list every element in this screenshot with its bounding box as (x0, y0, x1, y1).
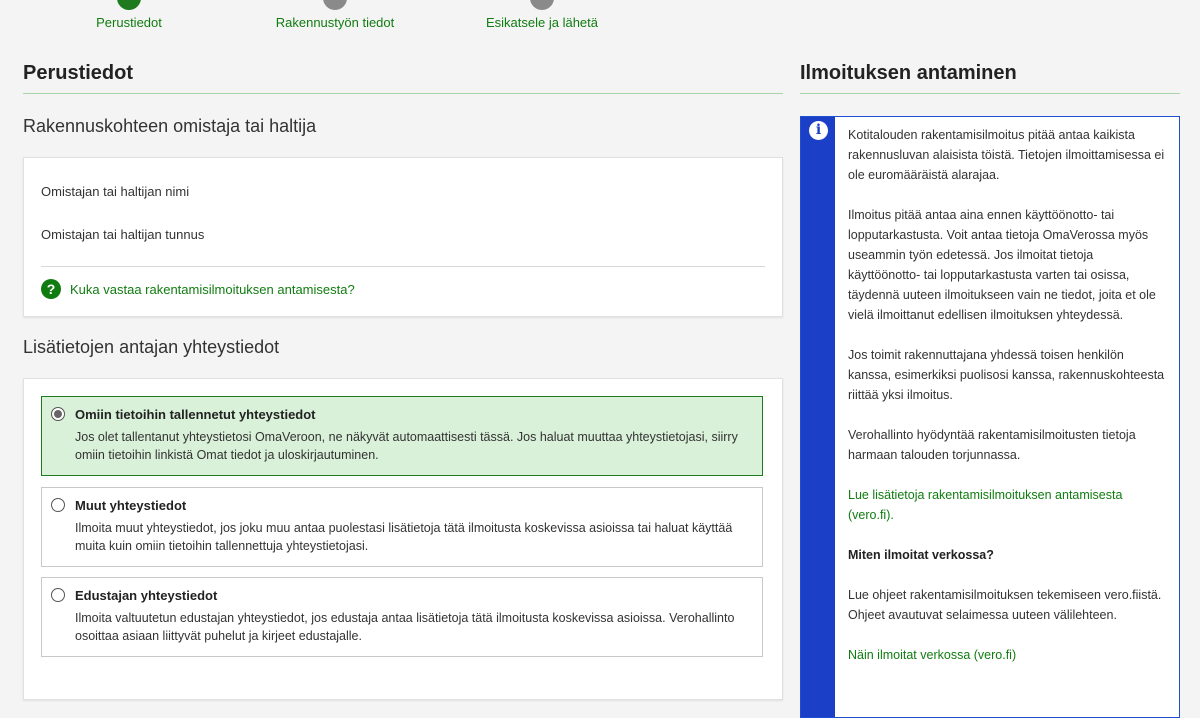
how-text: Lue ohjeet rakentamisilmoituksen tekemiseen vero.fiistä. Ohjeet avautuvat selaimessa uuteen välilehteen. (848, 588, 1162, 622)
sidebar-title: Ilmoituksen antaminen (800, 58, 1180, 94)
info-icon: i (809, 121, 828, 140)
info-paragraph: Kotitalouden rakentamisilmoitus pitää antaa kaikista rakennusluvan alaisista töistä. Tietojen ilmoittamisessa ei ole euromääräistä alarajaa. (848, 128, 1165, 182)
radio-button-selected[interactable] (51, 407, 65, 421)
how-heading: Miten ilmoitat verkossa? (848, 548, 994, 562)
radio-option-own-contact[interactable] (41, 396, 763, 476)
info-body (848, 125, 1167, 685)
progress-stepper (0, 0, 760, 40)
question-icon: ? (41, 279, 61, 299)
option-title: Muut yhteystiedot (75, 498, 187, 513)
vero-info-link[interactable]: Lue lisätietoja rakentamisilmoituksen antamisesta (vero.fi). (848, 488, 1123, 522)
how-link[interactable]: Näin ilmoitat verkossa (vero.fi) (848, 648, 1017, 662)
step-perustiedot[interactable] (88, 0, 170, 30)
info-paragraph: Verohallinto hyödyntää rakentamisilmoitusten tietoja harmaan talouden torjunnassa. (848, 428, 1136, 462)
radio-button[interactable] (51, 588, 65, 602)
info-paragraph: Jos toimit rakennuttajana yhdessä toisen henkilön kanssa, esimerkiksi puolisosi kanssa, rakennuskohteesta riittää yksi ilmoitus. (848, 348, 1165, 402)
radio-option-other-contact[interactable] (41, 487, 763, 567)
sidebar (800, 58, 1180, 718)
info-stripe (801, 117, 835, 717)
radio-option-representative-contact[interactable] (41, 577, 763, 657)
option-description: Ilmoita valtuutetun edustajan yhteystiedot, jos edustaja antaa lisätietoja tätä ilmoitusta koskevissa asioissa. Verohallinto osoittaa asiaan liittyvät puhelut ja kirjeet edustajalle. (75, 611, 735, 643)
step-rakennustyon-tiedot[interactable] (265, 0, 405, 30)
option-description: Ilmoita muut yhteystiedot, jos joku muu antaa puolestasi lisätietoja tätä ilmoitusta koskevissa asioissa tai haluat käyttää muita kuin omiin tietoihin tallennettuja yhteystietojasi. (75, 521, 733, 553)
main-content (23, 58, 783, 700)
contact-card (23, 378, 783, 700)
owner-heading: Rakennuskohteen omistaja tai haltija (23, 116, 317, 136)
owner-name-label: Omistajan tai haltijan nimi (41, 184, 190, 199)
option-title: Omiin tietoihin tallennetut yhteystiedot (75, 407, 316, 422)
page-title: Perustiedot (23, 58, 783, 94)
divider (41, 266, 765, 267)
owner-card (23, 157, 783, 317)
info-paragraph: Ilmoitus pitää antaa aina ennen käyttöönotto- tai lopputarkastusta. Voit antaa tietoja OmaVerossa myös useammin työn edetessä. Jos ilmoitat tietoja käyttöönotto- tai lopputarkastusta varten tai osissa, täydennä uuteen ilmoitukseen vain ne tiedot, joita et ole vielä ilmoittanut edellisen ilmoituksen yhteydessä. (848, 208, 1156, 322)
step-label: Esikatsele ja lähetä (485, 15, 598, 30)
owner-id-label: Omistajan tai haltijan tunnus (41, 227, 205, 242)
step-label: Perustiedot (96, 15, 162, 30)
radio-button[interactable] (51, 498, 65, 512)
info-panel (800, 116, 1180, 718)
step-label: Rakennustyön tiedot (275, 15, 395, 30)
option-description: Jos olet tallentanut yhteystietosi OmaVeroon, ne näkyvät automaattisesti tässä. Jos haluat muuttaa yhteystietojasi, siirry omiin tietoihin linkistä Omat tiedot ja uloskirjautuminen. (75, 430, 738, 462)
contact-heading: Lisätietojen antajan yhteystiedot (23, 337, 280, 357)
help-link[interactable] (41, 279, 355, 299)
help-link-text[interactable]: Kuka vastaa rakentamisilmoituksen antamisesta? (70, 281, 355, 297)
step-esikatsele[interactable] (480, 0, 604, 30)
option-title: Edustajan yhteystiedot (75, 588, 218, 603)
